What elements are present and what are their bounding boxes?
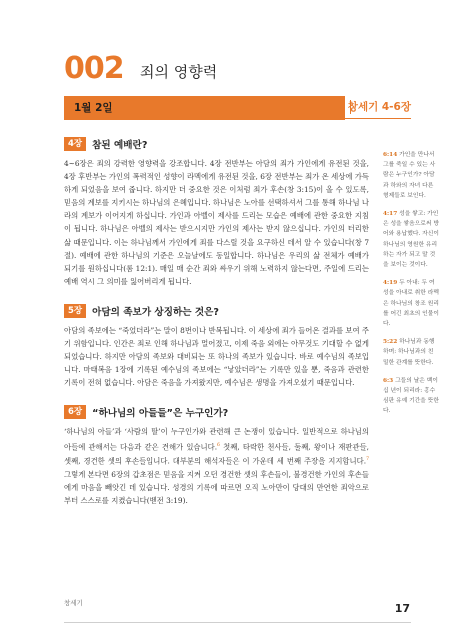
section-body: 아담의 족보에는 “죽었더라”는 말이 8번이나 반복됩니다. 이 세상에 죄가 들어온 결과를 보여 주기 위함입니다. 인간은 죄로 인해 하나님과 멀어졌고, 이제 죽음 외에는 아무것도 기대할 수 없게 되었습니다. 하지만 아담의 족보와 대비되는 또 하나의 족보가 있습니다. 바로 예수님의 족보입니다. 마태복음 1장에 기록된 예수님의 족보에는 “낳았더라”는 기록만 있을 뿐, 죽음과 관련한 기록이 전혀 없습니다. 아담은 죽음을 가져왔지만, 예수님은 생명을 가져오셨기 때문입니다. [64,325,370,388]
lesson-number: 002 [64,51,124,86]
chapter-badge: 6장 [64,405,86,419]
section-title: 참된 예배란? [92,140,148,151]
section-body [64,425,369,506]
page-number: 17 [394,602,410,615]
body-text: ‘하나님의 아들’과 ‘사람의 딸’이 누구인가와 관련해 큰 논쟁이 있습니다. 일반적으로 하나님의 아들에 관해서는 다음과 같은 견해가 있습니다. [64,427,369,451]
footer-book-name: 창세기 [64,599,83,607]
note-text: 그들의 날은 백이십 년이 되리라: 홍수 심판 유예 기간을 뜻한다. [383,377,439,415]
footnote-marker: 7 [366,457,369,463]
side-note [383,376,439,417]
note-reference: 5:22 [383,339,398,346]
note-text: 두 아내: 두 여성을 아내로 취한 라멕은 하나님의 창조 원리를 어긴 최초의 인물이다. [383,280,439,328]
note-reference: 4:19 [383,280,398,287]
main-column [64,135,369,523]
footer-rule [64,622,411,623]
side-note [383,209,439,270]
section-body: 4~6장은 죄의 강력한 영향력을 강조합니다. 4장 전반부는 아담의 죄가 가인에게 유전된 것을, 4장 후반부는 가인의 폭력적인 성향이 라멕에게 유전된 것을, 6장 전반부는 죄가 온 세상에 가득하게 되었음을 보여 줍니다. 하지만 더 중요한 것은 이처럼 죄가 후손(창 3:15)이 올 수 있도록, 믿음의 계보를 지키시는 하나님의 은혜입니다. 하나님은 노아를 선택하셔서 그를 통해 하나님 나라의 계보가 이어지게 하십니다. 가인과 아벨이 제사를 드리는 모습은 예배에 관한 중요한 지침이 됩니다. 하나님은 아벨의 제사는 받으시지만 가인의 제사는 받지 않으십니다. 가인의 터리한 삶 때문입니다. 이는 하나님께서 가인에게 죄를 다스릴 것을 요구하신 데서 알 수 있습니다(창 7절). 예배에 관한 하나님의 기준은 오늘날에도 동일합니다. 하나님은 우리의 삶 전체가 예배가 되기를 원하십니다(롬 12:1). 매일 매 순간 죄와 싸우기 위해 노력하지 않는다면, 주일에 드리는 예배 역시 그 의미를 잃어버리게 됩니다. [64,159,369,286]
chapter-badge: 4장 [64,137,86,151]
note-reference: 6:14 [383,152,398,158]
section-heading [64,137,369,151]
section-heading [64,304,369,318]
side-note [383,150,439,201]
body-text: 그렇게 본다면 6장의 갑초점은 믿음을 지켜 오던 경건한 셋의 후손들이, 불경건한 가인의 후손들에게 마음을 빼앗긴 데 있습니다. 성경의 기록에 따르면 오직 노아만이 당대의 만연한 죄악으로부터 스스로를 지켰습니다(벧전 3:19). [64,469,369,505]
note-text: 가인을 만나서 그를 죽일 수 있는 사람은 누구인가? 아담과 하와의 자녀 다른 형제들로 보인다. [383,152,436,199]
note-reference: 6:3 [383,377,394,384]
section-title: 아담의 족보가 상징하는 것은? [92,306,219,318]
date-label: 1월 2일 [74,102,113,114]
note-reference: 4:17 [383,211,398,218]
side-note [383,278,439,329]
section-heading [64,405,369,419]
lesson-title: 죄의 영향력 [140,63,218,81]
chapter-reference: 창세기 4-6장 [347,101,411,113]
chapter-badge: 5장 [64,304,86,318]
side-notes [383,150,439,425]
note-text: 성을 쌓고: 가인은 성을 쌓음으로써 방어와 용납했다. 자신이 하나님의 영원한 유리하는 자가 되고 말 것을 보이는 것이다. [383,211,439,269]
footnote-marker: 6 [217,442,220,448]
date-bar [64,96,345,120]
body-text: 첫째, 타락한 천사들, 둘째, 왕이나 재판관들, 셋째, 경건한 셋의 후손들입니다. 대부분의 해석자들은 이 가운데 세 번째 주장을 지지합니다. [64,441,369,466]
section-title: “하나님의 아들들”은 누구인가? [92,408,229,420]
note-text: 하나님과 동행하며: 하나님과의 친밀한 관계를 뜻한다. [383,339,435,366]
side-note [383,337,439,368]
